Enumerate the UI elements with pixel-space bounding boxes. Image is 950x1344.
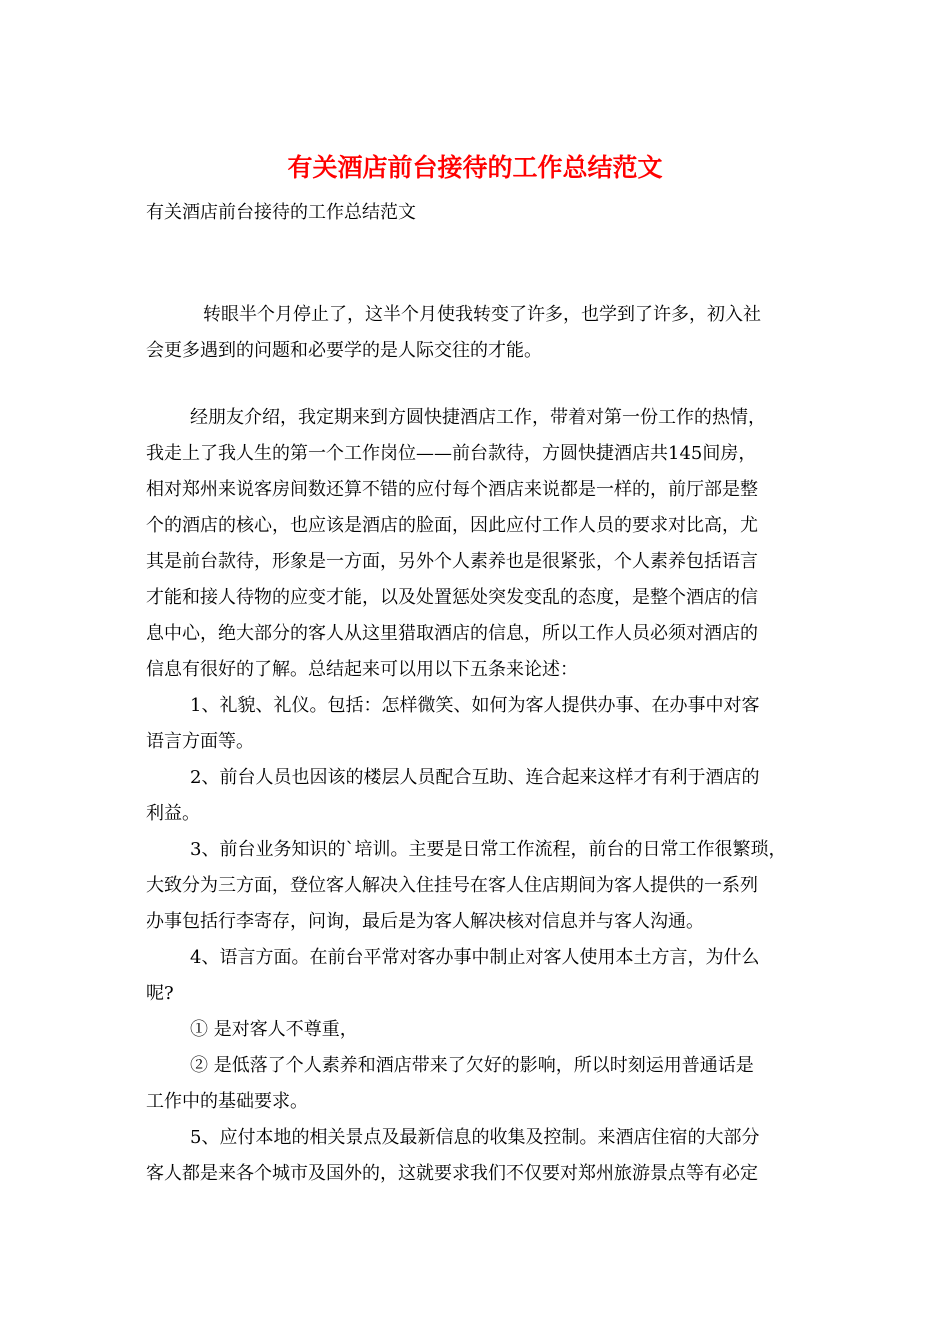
list-item-line: 2、前台人员也因该的楼层人员配合互助、连合起来这样才有利于酒店的: [190, 767, 760, 788]
paragraph-line: 会更多遇到的问题和必要学的是人际交往的才能。: [146, 340, 542, 361]
sub-list-item-line: ① 是对客人不尊重，: [190, 1019, 358, 1040]
paragraph-line: 才能和接人待物的应变才能，以及处置惩处突发变乱的态度，是整个酒店的信: [146, 587, 758, 608]
list-item-line: 1、礼貌、礼仪。包括：怎样微笑、如何为客人提供办事、在办事中对客: [190, 695, 760, 716]
paragraph-line: 息中心，绝大部分的客人从这里猎取酒店的信息，所以工作人员必须对酒店的: [146, 623, 758, 644]
paragraph-line: 相对郑州来说客房间数还算不错的应付每个酒店来说都是一样的，前厅部是整: [146, 479, 758, 500]
list-item-line: 客人都是来各个城市及国外的，这就要求我们不仅要对郑州旅游景点等有必定: [146, 1163, 758, 1184]
list-item-line: 3、前台业务知识的`培训。主要是日常工作流程，前台的日常工作很繁琐，: [190, 839, 787, 860]
paragraph-line: 信息有很好的了解。总结起来可以用以下五条来论述：: [146, 659, 578, 680]
document-title: 有关酒店前台接待的工作总结范文: [287, 153, 663, 182]
paragraph-line: 经朋友介绍，我定期来到方圆快捷酒店工作，带着对第一份工作的热情，: [190, 407, 766, 428]
sub-list-item-line: ② 是低落了个人素养和酒店带来了欠好的影响，所以时刻运用普通话是: [190, 1055, 754, 1076]
list-item-line: 办事包括行李寄存，问询，最后是为客人解决核对信息并与客人沟通。: [146, 911, 704, 932]
list-item-line: 语言方面等。: [146, 731, 254, 752]
list-item-line: 5、应付本地的相关景点及最新信息的收集及控制。来酒店住宿的大部分: [190, 1127, 760, 1148]
sub-list-item-line: 工作中的基础要求。: [146, 1091, 308, 1112]
paragraph-line: 转眼半个月停止了，这半个月使我转变了许多，也学到了许多，初入社: [203, 304, 761, 325]
list-item-line: 4、语言方面。在前台平常对客办事中制止对客人使用本土方言，为什么: [190, 947, 760, 968]
list-item-line: 利益。: [146, 803, 200, 824]
document-subtitle: 有关酒店前台接待的工作总结范文: [146, 202, 416, 223]
list-item-line: 呢?: [146, 983, 174, 1004]
paragraph-line: 我走上了我人生的第一个工作岗位——前台款待，方圆快捷酒店共145间房，: [146, 443, 757, 464]
paragraph-line: 其是前台款待，形象是一方面，另外个人素养也是很紧张，个人素养包括语言: [146, 551, 758, 572]
paragraph-line: 个的酒店的核心，也应该是酒店的脸面，因此应付工作人员的要求对比高，尤: [146, 515, 758, 536]
list-item-line: 大致分为三方面，登位客人解决入住挂号在客人住店期间为客人提供的一系列: [146, 875, 758, 896]
